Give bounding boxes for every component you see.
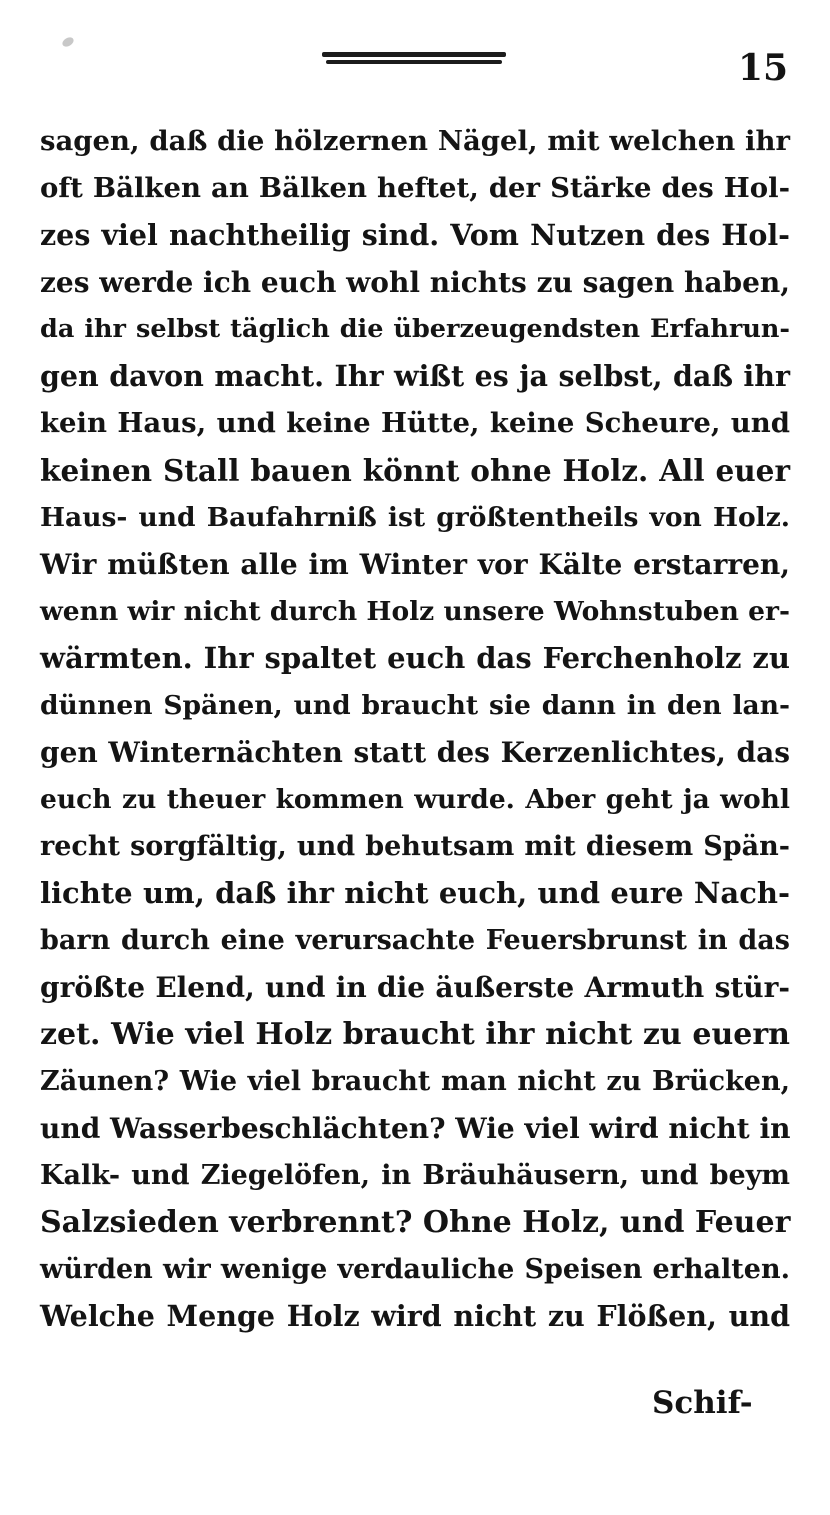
text-line: dünnen Spänen, und braucht sie dann in den lan- — [40, 690, 790, 721]
header-ornament-rule — [322, 52, 506, 65]
text-line: gen davon macht. Ihr wißt es ja selbst, daß ihr — [40, 359, 790, 393]
text-line: Welche Menge Holz wird nicht zu Flößen, und — [40, 1299, 790, 1333]
text-line: keinen Stall bauen könnt ohne Holz. All euer — [40, 453, 790, 488]
text-line: Salzsieden verbrennt? Ohne Holz, und Feuer — [40, 1205, 791, 1240]
text-line: euch zu theuer kommen wurde. Aber geht ja wohl — [40, 784, 790, 815]
body-text — [40, 118, 790, 1340]
text-line: wenn wir nicht durch Holz unsere Wohnstuben er- — [40, 596, 790, 627]
text-line: sagen, daß die hölzernen Nägel, mit welchen ihr — [40, 125, 790, 157]
ornament-bar-top — [322, 52, 506, 57]
text-line: zet. Wie viel Holz braucht ihr nicht zu euern — [40, 1017, 790, 1052]
text-line: wärmten. Ihr spaltet euch das Ferchenholz zu — [40, 641, 790, 675]
text-line: Haus- und Baufahrniß ist größtentheils von Holz. — [40, 502, 790, 533]
ornament-bar-bottom — [326, 60, 502, 64]
text-line: lichte um, daß ihr nicht euch, und eure Nach- — [40, 876, 790, 910]
text-line: Zäunen? Wie viel braucht man nicht zu Brücken, — [40, 1066, 790, 1097]
text-line: kein Haus, und keine Hütte, keine Scheure, und — [40, 407, 790, 439]
text-line: recht sorgfältig, und behutsam mit diesem Spän- — [40, 831, 790, 862]
text-line: Kalk- und Ziegelöfen, in Bräuhäusern, und beym — [40, 1160, 790, 1191]
text-line: gen Winternächten statt des Kerzenlichtes, das — [40, 736, 790, 769]
text-line: Wir müßten alle im Winter vor Kälte erstarren, — [40, 548, 790, 581]
ink-smudge — [61, 36, 75, 49]
text-line: oft Bälken an Bälken heftet, der Stärke des Hol- — [40, 172, 790, 204]
text-line: größte Elend, und in die äußerste Armuth stür- — [40, 971, 790, 1004]
text-line: zes viel nachtheilig sind. Vom Nutzen des Hol- — [40, 218, 790, 252]
text-line: zes werde ich euch wohl nichts zu sagen haben, — [40, 266, 790, 299]
catchword: Schif- — [652, 1385, 753, 1421]
text-line: barn durch eine verursachte Feuersbrunst in das — [40, 925, 790, 956]
text-line: und Wasserbeschlächten? Wie viel wird nicht in — [40, 1112, 791, 1145]
text-line: würden wir wenige verdauliche Speisen erhalten. — [40, 1254, 790, 1285]
page-number: 15 — [738, 47, 789, 89]
text-line: da ihr selbst täglich die überzeugendsten Erfahrun- — [40, 314, 790, 344]
